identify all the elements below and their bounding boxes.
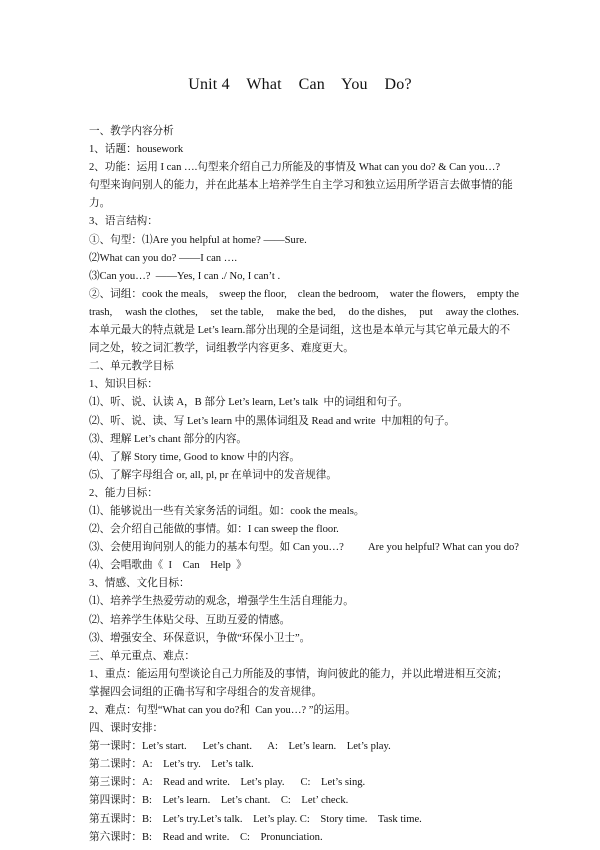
text-line: 第三课时：A: Read and write. Let’s play. C: Let’s sing. [89,777,366,789]
text-line: 掌握四会词组的正确书写和字母组合的发音规律。 [89,686,323,698]
text-line: 3、语言结构： [89,216,158,228]
text-line: 第一课时：Let’s start. Let’s chant. A: Let’s learn. Let’s play. [89,741,391,753]
text-line: ⑵、培养学生体贴父母、互助互爱的情感。 [89,614,291,626]
text-segment: do the dishes, [348,306,407,318]
text-line [89,304,519,322]
text-line: 2、能力目标： [89,487,158,499]
text-line: ⑴、培养学生热爱劳动的观念，增强学生生活自理能力。 [89,596,354,608]
text-line: ⑵、会介绍自己能做的事情。如：I can sweep the floor. [89,524,339,536]
text-line: 第四课时：B: Let’s learn. Let’s chant. C: Let’ check. [89,795,349,807]
text-segment: put [419,306,433,318]
page-title: Unit 4 What Can You Do? [188,76,412,93]
text-line: 第二课时：A: Let’s try. Let’s talk. [89,759,254,771]
text-line: 力。 [89,198,111,210]
text-line: 一、教学内容分析 [89,126,174,137]
text-line [89,286,519,304]
text-segment: trash, [89,306,113,318]
text-line: 1、话题：housework [89,144,184,156]
text-segment: clean the bedroom, [297,288,379,300]
text-line: ⑵、听、说、读、写 Let’s learn 中的黑体词组及 Read and write 中加粗的句子。 [89,415,456,427]
text-line: 第五课时：B: Let’s try.Let’s talk. Let’s play. C: Story time. Task time. [89,813,422,825]
text-segment: away the clothes. [445,306,519,318]
text-segment: set the table, [210,306,264,318]
text-line: ⑸、了解字母组合 or, all, pl, pr 在单词中的发音规律。 [89,469,337,481]
text-segment: water the flowers, [389,288,466,300]
text-line: ⑴、能够说出一些有关家务活的词组。如：cook the meals。 [89,505,365,517]
text-line: ⑶、增强安全、环保意识，争做“环保小卫士”。 [89,632,311,644]
text-line: 1、重点：能运用句型谈论自己力所能及的事情，询问彼此的能力，并以此增进相互交流； [89,668,508,680]
text-line: ⑶、理解 Let’s chant 部分的内容。 [89,433,248,445]
text-segment: Are you helpful? What can you do? [367,542,519,554]
text-line: ⑵What can you do? ——I can …. [89,252,237,264]
text-line: ①、句型：⑴Are you helpful at home? ——Sure. [89,234,307,246]
text-segment: ⑶、会使用询问别人的能力的基本句型。如 Can you…? [89,542,344,554]
text-segment: empty the [476,288,519,300]
text-segment: ②、词组：cook the meals, [89,288,209,300]
text-line: 四、课时安排： [89,723,164,735]
text-line: ⑶Can you…? ——Yes, I can ./ No, I can’t . [89,270,281,282]
text-line: 本单元最大的特点就是 Let’s learn.部分出现的全是词组，这也是本单元与其它单元最大的不 [89,325,511,337]
text-line: ⑷、会唱歌曲《 I Can Help 》 [89,560,247,572]
text-line: ⑴、听、说、认读 A，B 部分 Let’s learn, Let’s talk 中的词组和句子。 [89,397,409,409]
text-line: 2、难点：句型“What can you do?和 Can you…? ”的运用。 [89,705,356,716]
text-line: 三、单元重点、难点： [89,650,195,662]
text-segment: make the bed, [276,306,336,318]
text-segment: wash the clothes, [125,306,198,318]
text-line: ⑷、了解 Story time, Good to know 中的内容。 [89,451,300,463]
text-line: 同之处，较之词汇教学，词组教学内容更多、难度更大。 [89,343,354,355]
text-line: 句型来询问别人的能力，并在此基本上培养学生自主学习和独立运用所学语言去做事情的能 [89,180,513,192]
document-body [89,123,519,847]
text-line: 第六课时：B: Read and write. C: Pronunciation. [89,831,323,843]
text-line: 2、功能：运用 I can ….句型来介绍自己力所能及的事情及 What can you do? & Can you…? [89,162,501,174]
text-line: 3、情感、文化目标： [89,578,190,590]
text-line: 二、单元教学目标 [89,361,174,373]
text-line: 1、知识目标： [89,379,158,391]
text-segment: sweep the floor, [219,288,287,300]
text-line [89,539,519,557]
